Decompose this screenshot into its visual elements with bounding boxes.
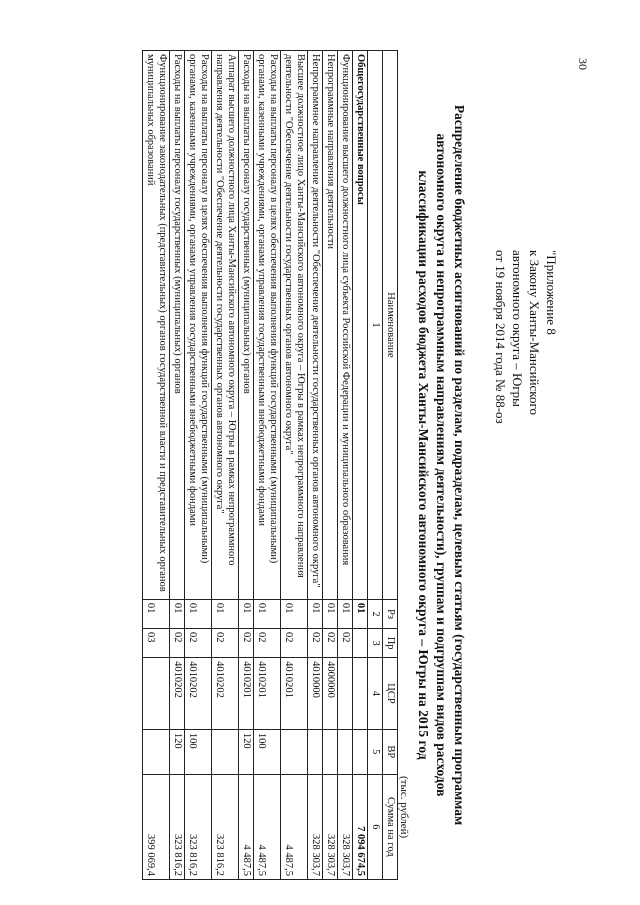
cell-vr <box>281 729 308 774</box>
table-row <box>212 51 239 880</box>
index-csr: 4 <box>368 658 383 730</box>
cell-vr: 100 <box>254 729 281 774</box>
cell-vr: 100 <box>185 729 212 774</box>
cell-pr: 02 <box>212 629 239 658</box>
index-vr: 5 <box>368 729 383 774</box>
cell-vr <box>353 729 368 774</box>
cell-rz: 01 <box>185 599 212 628</box>
cell-csr: 4010202 <box>185 658 212 730</box>
cell-rz: 01 <box>239 599 254 628</box>
cell-csr: 4010201 <box>239 658 254 730</box>
table-row <box>308 51 323 880</box>
cell-sum: 4 487,5 <box>254 774 281 879</box>
cell-pr: 02 <box>338 629 353 658</box>
table-row <box>323 51 338 880</box>
cell-rz: 01 <box>338 599 353 628</box>
cell-vr: 120 <box>239 729 254 774</box>
cell-sum: 328 303,7 <box>308 774 323 879</box>
appendix-block <box>492 250 560 424</box>
page-number: 30 <box>576 58 590 70</box>
table-header-row <box>383 51 398 880</box>
cell-pr: 02 <box>185 629 212 658</box>
table-row <box>254 51 281 880</box>
header-pr: Пр <box>383 629 398 658</box>
cell-csr: 4000000 <box>323 658 338 730</box>
cell-rz: 01 <box>308 599 323 628</box>
budget-table <box>142 50 398 880</box>
cell-pr: 02 <box>281 629 308 658</box>
cell-vr <box>212 729 239 774</box>
cell-pr: 02 <box>254 629 281 658</box>
cell-csr <box>143 658 170 730</box>
table-row <box>239 51 254 880</box>
document-title <box>414 50 468 880</box>
appendix-line-1: "Приложение 8 <box>544 250 559 335</box>
cell-name: Непрограммные направления деятельности <box>323 51 338 600</box>
table-row <box>353 51 368 880</box>
index-pr: 3 <box>368 629 383 658</box>
cell-csr <box>353 658 368 730</box>
header-name: Наименование <box>383 51 398 600</box>
table-row <box>338 51 353 880</box>
cell-sum: 323 816,2 <box>185 774 212 879</box>
cell-rz: 01 <box>254 599 281 628</box>
cell-name: Непрограммное направление деятельности "Обеспечение деятельности государственных органов автономного округа" <box>308 51 323 600</box>
cell-rz: 01 <box>281 599 308 628</box>
cell-csr: 4010202 <box>170 658 185 730</box>
appendix-line-3: автономного округа – Югры <box>510 250 525 407</box>
title-line-2: автономного округа и непрограммным направлениям деятельности), группам и подгруппам видов расходов <box>434 133 449 797</box>
cell-vr <box>308 729 323 774</box>
cell-name: Высшее должностное лицо Ханты-Мансийского автономного округа – Югры в рамках непрограммного направления деятельности "Обеспечение деятельности государственных органов автономного округа" <box>281 51 308 600</box>
table-index-row <box>368 51 383 880</box>
header-csr: ЦСР <box>383 658 398 730</box>
table-row <box>185 51 212 880</box>
index-name: 1 <box>368 51 383 600</box>
units-label: (тыс. рублей) <box>398 776 410 839</box>
cell-csr: 4010201 <box>281 658 308 730</box>
index-rz: 2 <box>368 599 383 628</box>
header-vr: ВР <box>383 729 398 774</box>
cell-sum: 323 816,2 <box>170 774 185 879</box>
cell-name: Функционирование высшего должностного лица субъекта Российской Федерации и муниципального образования <box>338 51 353 600</box>
cell-pr: 03 <box>143 629 170 658</box>
cell-rz: 01 <box>170 599 185 628</box>
title-line-3: классификации расходов бюджета Ханты-Мансийского автономного округа – Югры на 2015 год <box>416 170 431 760</box>
cell-sum: 7 094 674,5 <box>353 774 368 879</box>
cell-rz: 01 <box>143 599 170 628</box>
cell-sum: 323 816,2 <box>212 774 239 879</box>
cell-name: Общегосударственные вопросы <box>353 51 368 600</box>
cell-csr: 4010000 <box>308 658 323 730</box>
cell-pr: 02 <box>239 629 254 658</box>
cell-rz: 01 <box>212 599 239 628</box>
cell-vr <box>143 729 170 774</box>
table-row <box>170 51 185 880</box>
index-sum: 6 <box>368 774 383 879</box>
cell-vr <box>323 729 338 774</box>
cell-csr: 4010201 <box>254 658 281 730</box>
cell-sum: 328 303,7 <box>323 774 338 879</box>
cell-vr: 120 <box>170 729 185 774</box>
cell-pr <box>353 629 368 658</box>
cell-sum: 4 487,5 <box>239 774 254 879</box>
cell-sum: 399 069,4 <box>143 774 170 879</box>
cell-name: Функционирование законодательных (представительных) органов государственной власти и представительных органов муниципальных образований <box>143 51 170 600</box>
cell-rz: 01 <box>323 599 338 628</box>
table-row <box>143 51 170 880</box>
table-row <box>281 51 308 880</box>
cell-pr: 02 <box>170 629 185 658</box>
cell-name: Расходы на выплаты персоналу в целях обеспечения выполнения функций государственными (муниципальными) органами, казенными учреждениями, органами управления государственными внебюджетными фондами <box>254 51 281 600</box>
header-sum: Сумма на год <box>383 774 398 879</box>
header-rz: Рз <box>383 599 398 628</box>
appendix-line-4: от 19 ноября 2014 года № 88-оз <box>493 250 508 424</box>
cell-sum: 4 487,5 <box>281 774 308 879</box>
cell-vr <box>338 729 353 774</box>
cell-sum: 328 303,7 <box>338 774 353 879</box>
cell-pr: 02 <box>323 629 338 658</box>
cell-name: Расходы на выплаты персоналу государственных (муниципальных) органов <box>170 51 185 600</box>
appendix-line-2: к Закону Ханты-Мансийского <box>527 250 542 415</box>
rotated-page-content <box>80 50 560 880</box>
cell-name: Аппарат высшего должностного лица Ханты-Мансийского автономного округа – Югры в рамках непрограммного направления деятельности "Обеспечение деятельности государственных органов автономного округа" <box>212 51 239 600</box>
cell-name: Расходы на выплаты персоналу в целях обеспечения выполнения функций государственными (муниципальными) органами, казенными учреждениями, органами управления государственными внебюджетными фондами <box>185 51 212 600</box>
cell-rz: 01 <box>353 599 368 628</box>
title-line-1: Распределение бюджетных ассигнований по разделам, подразделам, целевым статьям (государственным программам <box>452 104 467 826</box>
cell-pr: 02 <box>308 629 323 658</box>
cell-csr: 4010202 <box>212 658 239 730</box>
cell-csr <box>338 658 353 730</box>
cell-name: Расходы на выплаты персоналу государственных (муниципальных) органов <box>239 51 254 600</box>
